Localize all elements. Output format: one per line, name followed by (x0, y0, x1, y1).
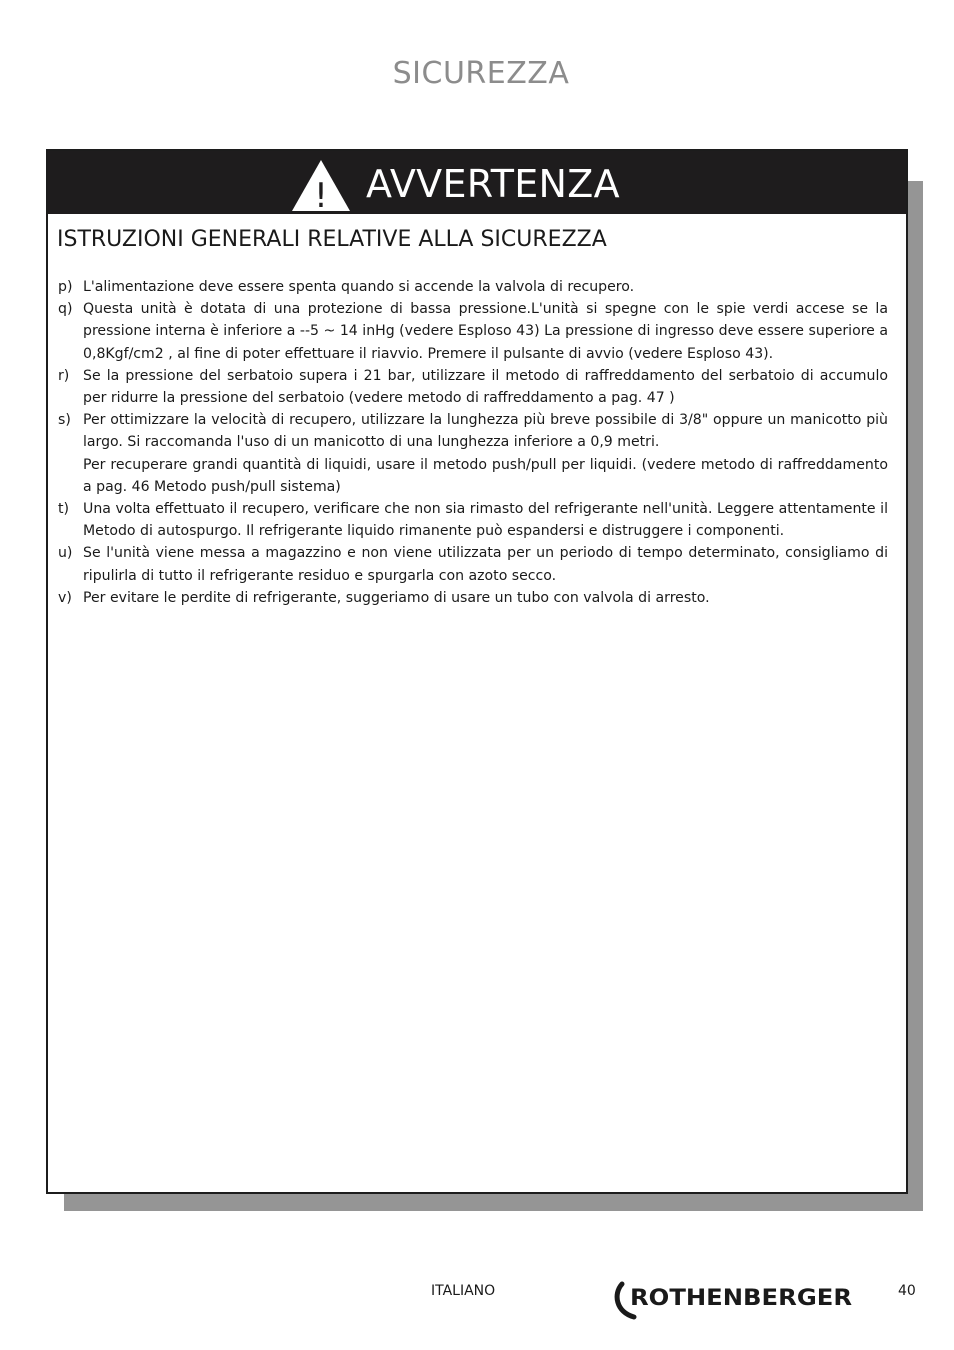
item-text: Questa unità è dotata di una protezione di bassa pressione.L'unità si spegne con le spie verdi accese se la pressione interna è inferiore a --5 ~ 14 inHg (vedere Esploso 43) La pressione di ingresso deve essere superiore a 0,8Kgf/cm2 , al fine di poter effettuare il riavvio. Premere il pulsante di avvio (vedere Esploso 43). (83, 301, 888, 362)
section-heading: ISTRUZIONI GENERALI RELATIVE ALLA SICUREZZA (57, 227, 607, 252)
list-item (53, 542, 888, 586)
item-text: Una volta effettuato il recupero, verificare che non sia rimasto del refrigerante nell'unità. Leggere attentamente il Metodo di autospurgo. Il refrigerante liquido rimanente può espandersi e distruggere i componenti. (83, 501, 888, 540)
page-number: 40 (898, 1283, 916, 1299)
list-item (53, 298, 888, 365)
rothenberger-logo (612, 1280, 857, 1320)
item-letter: s) (58, 412, 71, 429)
item-letter: v) (58, 589, 72, 606)
list-item (53, 498, 888, 542)
list-item (53, 587, 888, 609)
item-text: Se l'unità viene messa a magazzino e non viene utilizzata per un periodo di tempo determinato, consigliamo di ripulirla di tutto il refrigerante residuo e spurgarla con azoto secco. (83, 545, 888, 584)
item-text: L'alimentazione deve essere spenta quando si accende la valvola di recupero. (83, 279, 635, 295)
item-letter: t) (58, 501, 70, 518)
item-letter: p) (58, 279, 73, 295)
item-text-extra: Per recuperare grandi quantità di liquidi, usare il metodo push/pull per liquidi. (vedere metodo di raffreddamento a pag. 46 Metodo push/pull sistema) (83, 456, 888, 495)
warning-icon-glyph: ! (314, 176, 328, 213)
warning-header-bar (48, 151, 906, 214)
warning-triangle-icon (290, 158, 352, 213)
list-item (53, 276, 888, 298)
item-text: Per evitare le perdite di refrigerante, suggeriamo di usare un tubo con valvola di arresto. (83, 589, 710, 606)
list-item (53, 409, 888, 498)
item-text: Per ottimizzare la velocità di recupero, utilizzare la lunghezza più breve possibile di 3/8" oppure un manicotto più largo. Si raccomanda l'uso di un manicotto di una lunghezza inferiore a 0,9 metri. (83, 412, 888, 451)
page-title: SICUREZZA (392, 56, 570, 91)
warning-title: AVVERTENZA (366, 162, 620, 206)
item-letter: q) (58, 301, 73, 318)
item-letter: u) (58, 545, 73, 562)
item-text: Se la pressione del serbatoio supera i 21 bar, utilizzare il metodo di raffreddamento del serbatoio di accumulo per ridurre la pressione del serbatoio (vedere metodo di raffreddamento a pag. 47 ) (83, 367, 888, 407)
brand-name: ROTHENBERGER (630, 1286, 853, 1311)
warning-box (46, 149, 908, 1194)
list-item (53, 365, 888, 409)
footer-language: ITALIANO (431, 1283, 496, 1299)
instruction-list (53, 276, 888, 609)
item-letter: r) (58, 367, 70, 384)
